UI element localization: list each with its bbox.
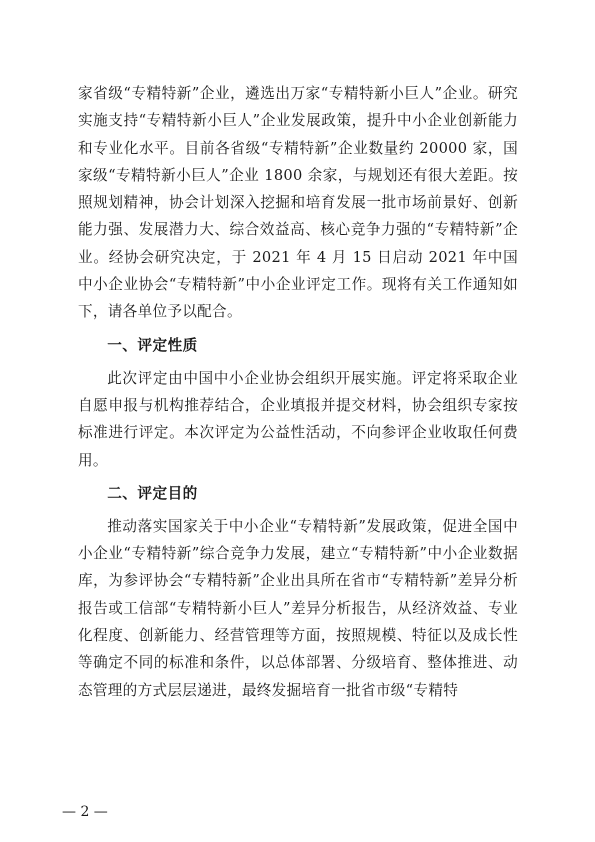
section-heading-purpose: 二、评定目的 xyxy=(107,484,198,502)
document-body xyxy=(78,80,518,704)
intro-paragraph: 家省级“专精特新”企业，遴选出万家“专精特新小巨人”企业。研究实施支持“专精特新小巨人”企业发展政策，提升中小企业创新能力和专业化水平。目前各省级“专精特新”企业数量约 20000 家，国家级“专精特新小巨人”企业 1800 余家，与规划还有很大差距。按照规划精神，协会计划深入挖掘和培育发展一批市场前景好、创新能力强、发展潜力大、综合效益高、核心竞争力强的“专精特新”企业。经协会研究决定，于 2021 年 4 月 15 日启动 2021 年中国中小企业协会“专精特新”中小企业评定工作。现将有关工作通知如下，请各单位予以配合。 xyxy=(78,85,518,321)
page-number: — 2 — xyxy=(62,804,108,820)
section-body-nature: 此次评定由中国中小企业协会组织开展实施。评定将采取企业自愿申报与机构推荐结合，企业填报并提交材料，协会组织专家按标准进行评定。本次评定为公益性活动，不向参评企业收取任何费用。 xyxy=(78,369,518,469)
section-body-purpose: 推动落实国家关于中小企业“专精特新”发展政策，促进全国中小企业“专精特新”综合竞争力发展，建立“专精特新”中小企业数据库，为参评协会“专精特新”企业出具所在省市“专精特新”差异分析报告或工信部“专精特新小巨人”差异分析报告，从经济效益、专业化程度、创新能力、经营管理等方面，按照规模、特征以及成长性等确定不同的标准和条件，以总体部署、分级培育、整体推进、动态管理的方式层层递进，最终发掘培育一批省市级“专精特 xyxy=(78,517,518,699)
section-heading-nature: 一、评定性质 xyxy=(107,336,198,354)
